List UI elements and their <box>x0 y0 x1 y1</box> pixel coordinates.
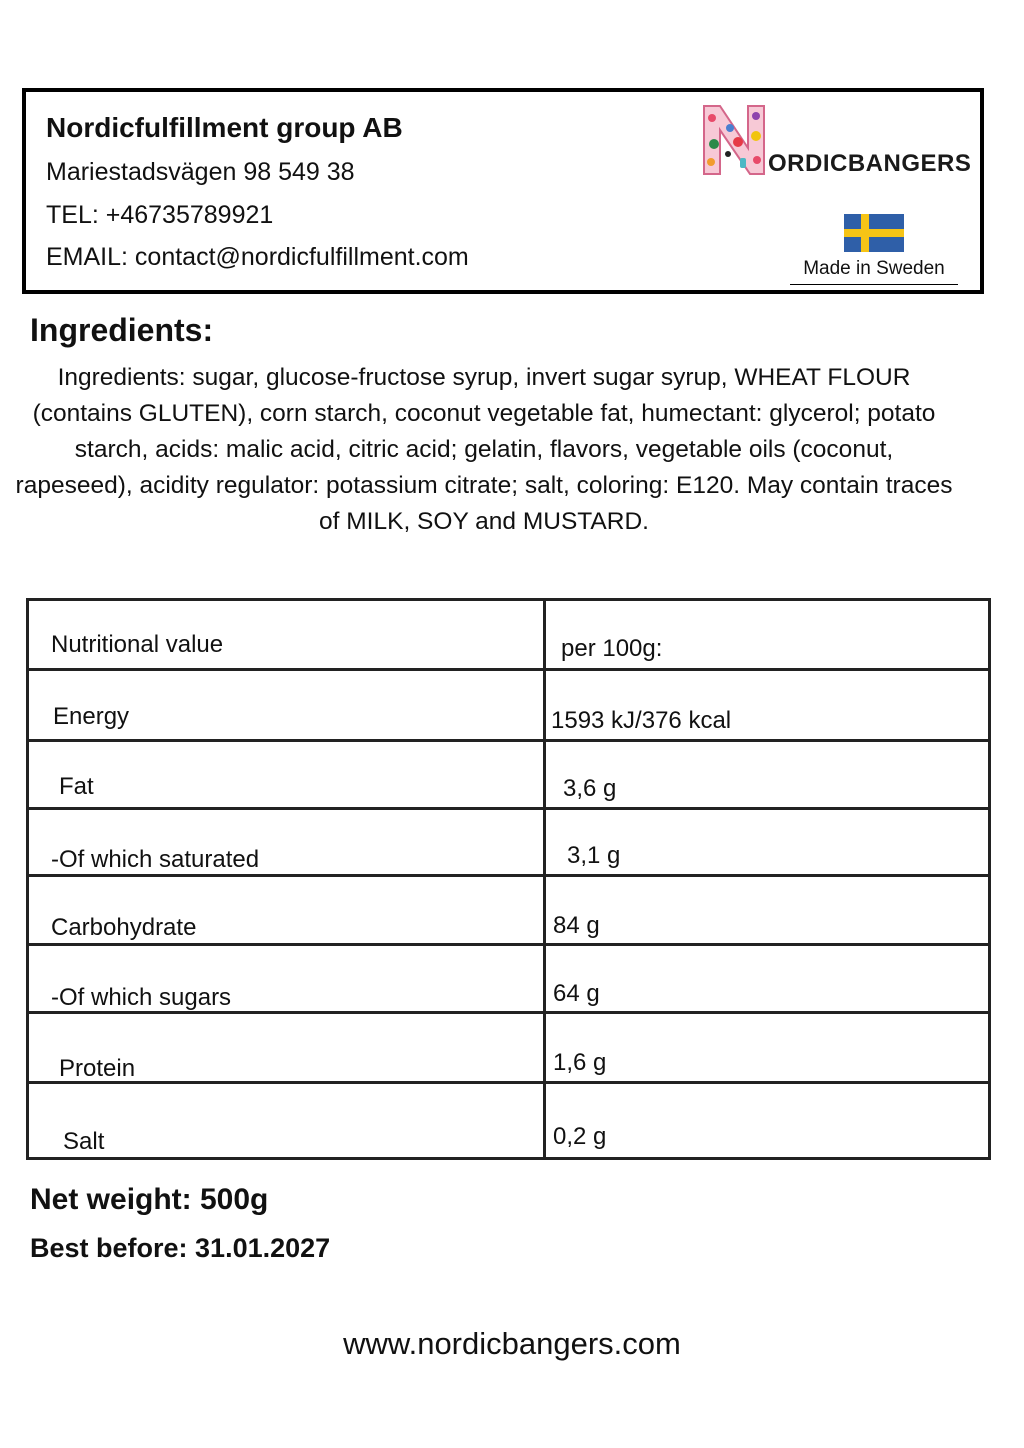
nutrition-value-carbohydrate: 84 g <box>553 912 600 939</box>
nutrition-label-salt: Salt <box>63 1128 105 1155</box>
nutrition-label-energy: Energy <box>53 703 130 730</box>
company-email: EMAIL: contact@nordicfulfillment.com <box>46 243 469 271</box>
company-address: Mariestadsvägen 98 549 38 <box>46 158 355 186</box>
company-name: Nordicfulfillment group AB <box>46 112 403 143</box>
table-row-divider <box>29 739 989 742</box>
nutrition-label-fat: Fat <box>59 773 94 800</box>
table-row-divider <box>29 943 989 946</box>
nutrition-label-saturated: -Of which saturated <box>51 846 260 873</box>
net-weight: Net weight: 500g <box>30 1183 269 1216</box>
company-info-box <box>22 88 984 294</box>
table-column-divider <box>543 601 546 1157</box>
nutrition-label-sugars: -Of which sugars <box>51 984 232 1011</box>
logo-candy-n-icon <box>702 104 768 176</box>
nutrition-table <box>26 598 991 1160</box>
made-in-sweden-label: Made in Sweden <box>790 258 958 285</box>
nutrition-label-protein: Protein <box>59 1055 136 1082</box>
sweden-flag-icon <box>844 214 904 252</box>
nutrition-value-sugars: 64 g <box>553 980 600 1007</box>
table-row-divider <box>29 874 989 877</box>
table-row-divider <box>29 1081 989 1084</box>
nutrition-value-energy: 1593 kJ/376 kcal <box>551 707 732 734</box>
nutrition-value-fat: 3,6 g <box>563 775 617 802</box>
ingredients-text: Ingredients: sugar, glucose-fructose syrup, invert sugar syrup, WHEAT FLOUR (contains GLUTEN), corn starch, coconut vegetable fat, humectant: glycerol; potato starch, acids: malic acid, citric acid; gelatin, flavors, vegetable oils (coconut, rapeseed), acidity regulator: potassium citrate; salt, coloring: E120. May contain traces of MILK, SOY and MUSTARD. <box>15 364 953 535</box>
nutrition-header-label: Nutritional value <box>51 631 224 658</box>
nutrition-value-protein: 1,6 g <box>553 1049 607 1076</box>
table-row-divider <box>29 807 989 810</box>
best-before: Best before: 31.01.2027 <box>30 1233 331 1263</box>
ingredients-heading: Ingredients: <box>30 312 214 348</box>
nutrition-value-saturated: 3,1 g <box>567 842 621 869</box>
company-phone: TEL: +46735789921 <box>46 201 274 229</box>
table-row-divider <box>29 668 989 671</box>
website-url: www.nordicbangers.com <box>343 1326 681 1361</box>
nutrition-header-value: per 100g: <box>561 635 663 662</box>
nutrition-label-carbohydrate: Carbohydrate <box>51 914 197 941</box>
nordicbangers-logo <box>702 104 982 184</box>
nutrition-value-salt: 0,2 g <box>553 1123 607 1150</box>
logo-wordmark: ORDICBANGERS <box>768 150 972 177</box>
